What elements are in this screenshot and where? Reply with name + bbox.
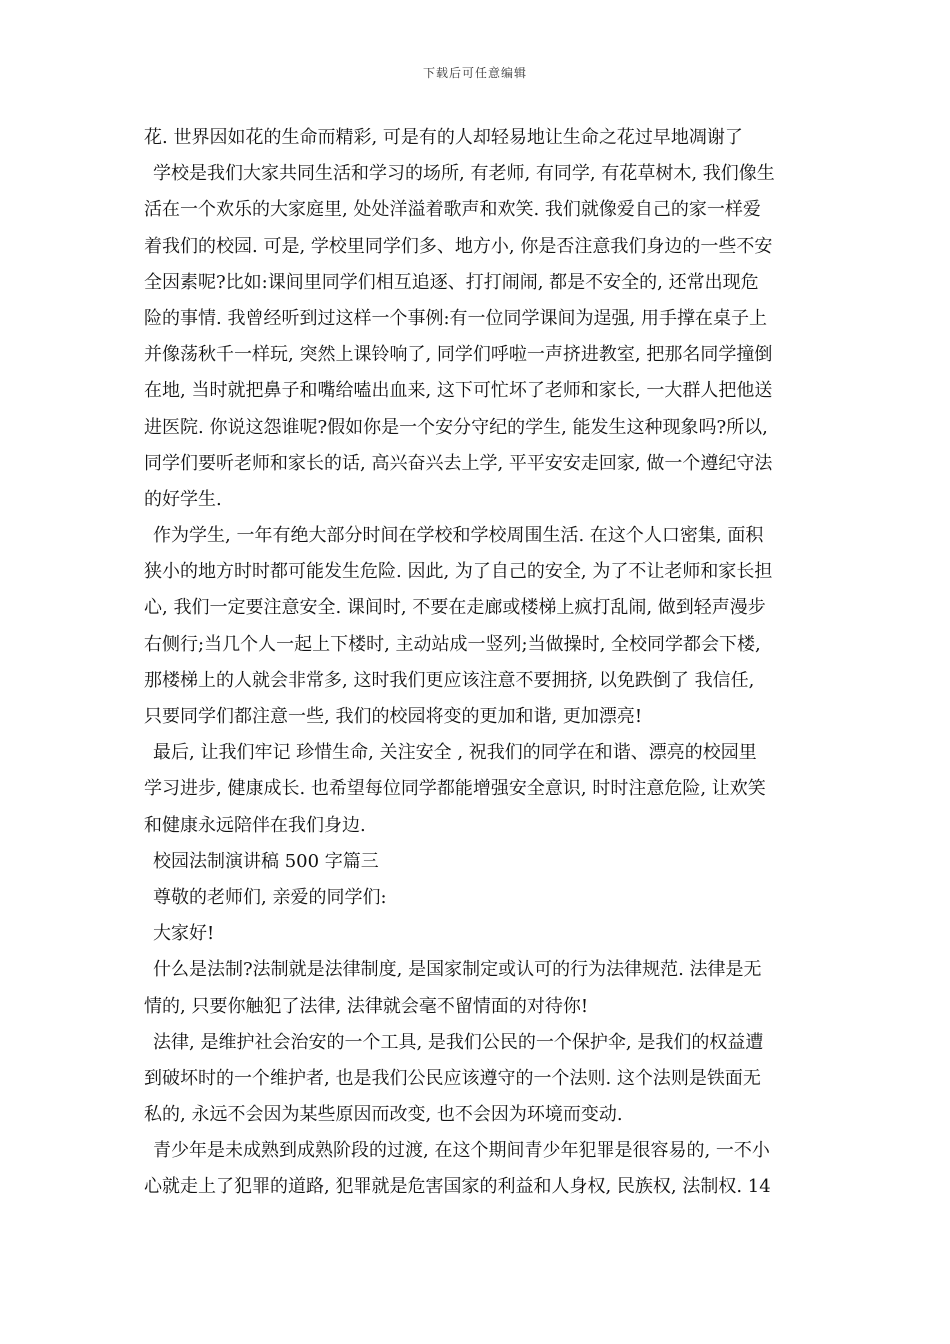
- text-line: 校园法制演讲稿 500 字篇三: [153, 850, 379, 872]
- text-line: 只要同学们都注意一些, 我们的校园将变的更加和谐, 更加漂亮!: [144, 706, 643, 727]
- text-line: 学习进步, 健康成长. 也希望每位同学都能增强安全意识, 时时注意危险, 让欢笑: [144, 778, 766, 800]
- text-line: 情的, 只要你触犯了法律, 法律就会毫不留情面的对待你!: [144, 995, 589, 1017]
- text-line: 大家好!: [153, 923, 215, 945]
- text-line: 进医院. 你说这怨谁呢?假如你是一个安分守纪的学生, 能发生这种现象吗?所以,: [144, 416, 768, 438]
- page-header-note: 下载后可任意编辑: [422, 66, 527, 80]
- text-line: 青少年是未成熟到成熟阶段的过渡, 在这个期间青少年犯罪是很容易的, 一不小: [153, 1140, 770, 1162]
- text-line: 最后, 让我们牢记 珍惜生命, 关注安全 , 祝我们的同学在和谐、漂亮的校园里: [153, 742, 757, 764]
- text-line: 私的, 永远不会因为某些原因而改变, 也不会因为环境而变动.: [144, 1104, 623, 1126]
- text-line: 到破坏时的一个维护者, 也是我们公民应该遵守的一个法则. 这个法则是铁面无: [144, 1067, 761, 1089]
- text-line: 在地, 当时就把鼻子和嘴给嗑出血来, 这下可忙坏了老师和家长, 一大群人把他送: [144, 380, 773, 402]
- document-body: [144, 120, 812, 1206]
- text-line: 的好学生.: [144, 488, 222, 510]
- text-line: 着我们的校园. 可是, 学校里同学们多、地方小, 你是否注意我们身边的一些不安: [144, 235, 773, 257]
- text-line: 法律, 是维护社会治安的一个工具, 是我们公民的一个保护伞, 是我们的权益遭: [153, 1031, 764, 1053]
- text-line: 狭小的地方时时都可能发生危险. 因此, 为了自己的安全, 为了不让老师和家长担: [144, 561, 773, 583]
- text-line: 什么是法制?法制就是法律制度, 是国家制定或认可的行为法律规范. 法律是无: [153, 959, 762, 981]
- text-line: 和健康永远陪伴在我们身边.: [144, 814, 366, 836]
- text-line: 右侧行;当几个人一起上下楼时, 主动站成一竖列;当做操时, 全校同学都会下楼,: [144, 633, 761, 655]
- text-line: 心就走上了犯罪的道路, 犯罪就是危害国家的利益和人身权, 民族权, 法制权. 14: [144, 1176, 771, 1198]
- text-line: 花. 世界因如花的生命而精彩, 可是有的人却轻易地让生命之花过早地凋谢了: [144, 127, 743, 148]
- text-line: 心, 我们一定要注意安全. 课间时, 不要在走廊或楼梯上疯打乱闹, 做到轻声漫步: [144, 597, 766, 619]
- text-line: 活在一个欢乐的大家庭里, 处处洋溢着歌声和欢笑. 我们就像爱自己的家一样爱: [144, 199, 761, 221]
- text-line: 全因素呢?比如:课间里同学们相互追逐、打打闹闹, 都是不安全的, 还常出现危: [144, 271, 759, 293]
- text-line: 尊敬的老师们, 亲爱的同学们:: [153, 886, 387, 908]
- text-line: 并像荡秋千一样玩, 突然上课铃响了, 同学们呼啦一声挤进教室, 把那名同学撞倒: [144, 344, 773, 366]
- text-line: 同学们要听老师和家长的话, 高兴奋兴去上学, 平平安安走回家, 做一个遵纪守法: [144, 452, 773, 474]
- text-line: 作为学生, 一年有绝大部分时间在学校和学校周围生活. 在这个人口密集, 面积: [153, 525, 764, 547]
- text-line: 学校是我们大家共同生活和学习的场所, 有老师, 有同学, 有花草树木, 我们像生: [153, 163, 775, 185]
- text-line: 险的事情. 我曾经听到过这样一个事例:有一位同学课间为逞强, 用手撑在桌子上: [144, 307, 767, 329]
- text-line: 那楼梯上的人就会非常多, 这时我们更应该注意不要拥挤, 以免跌倒了 我信任,: [144, 669, 755, 691]
